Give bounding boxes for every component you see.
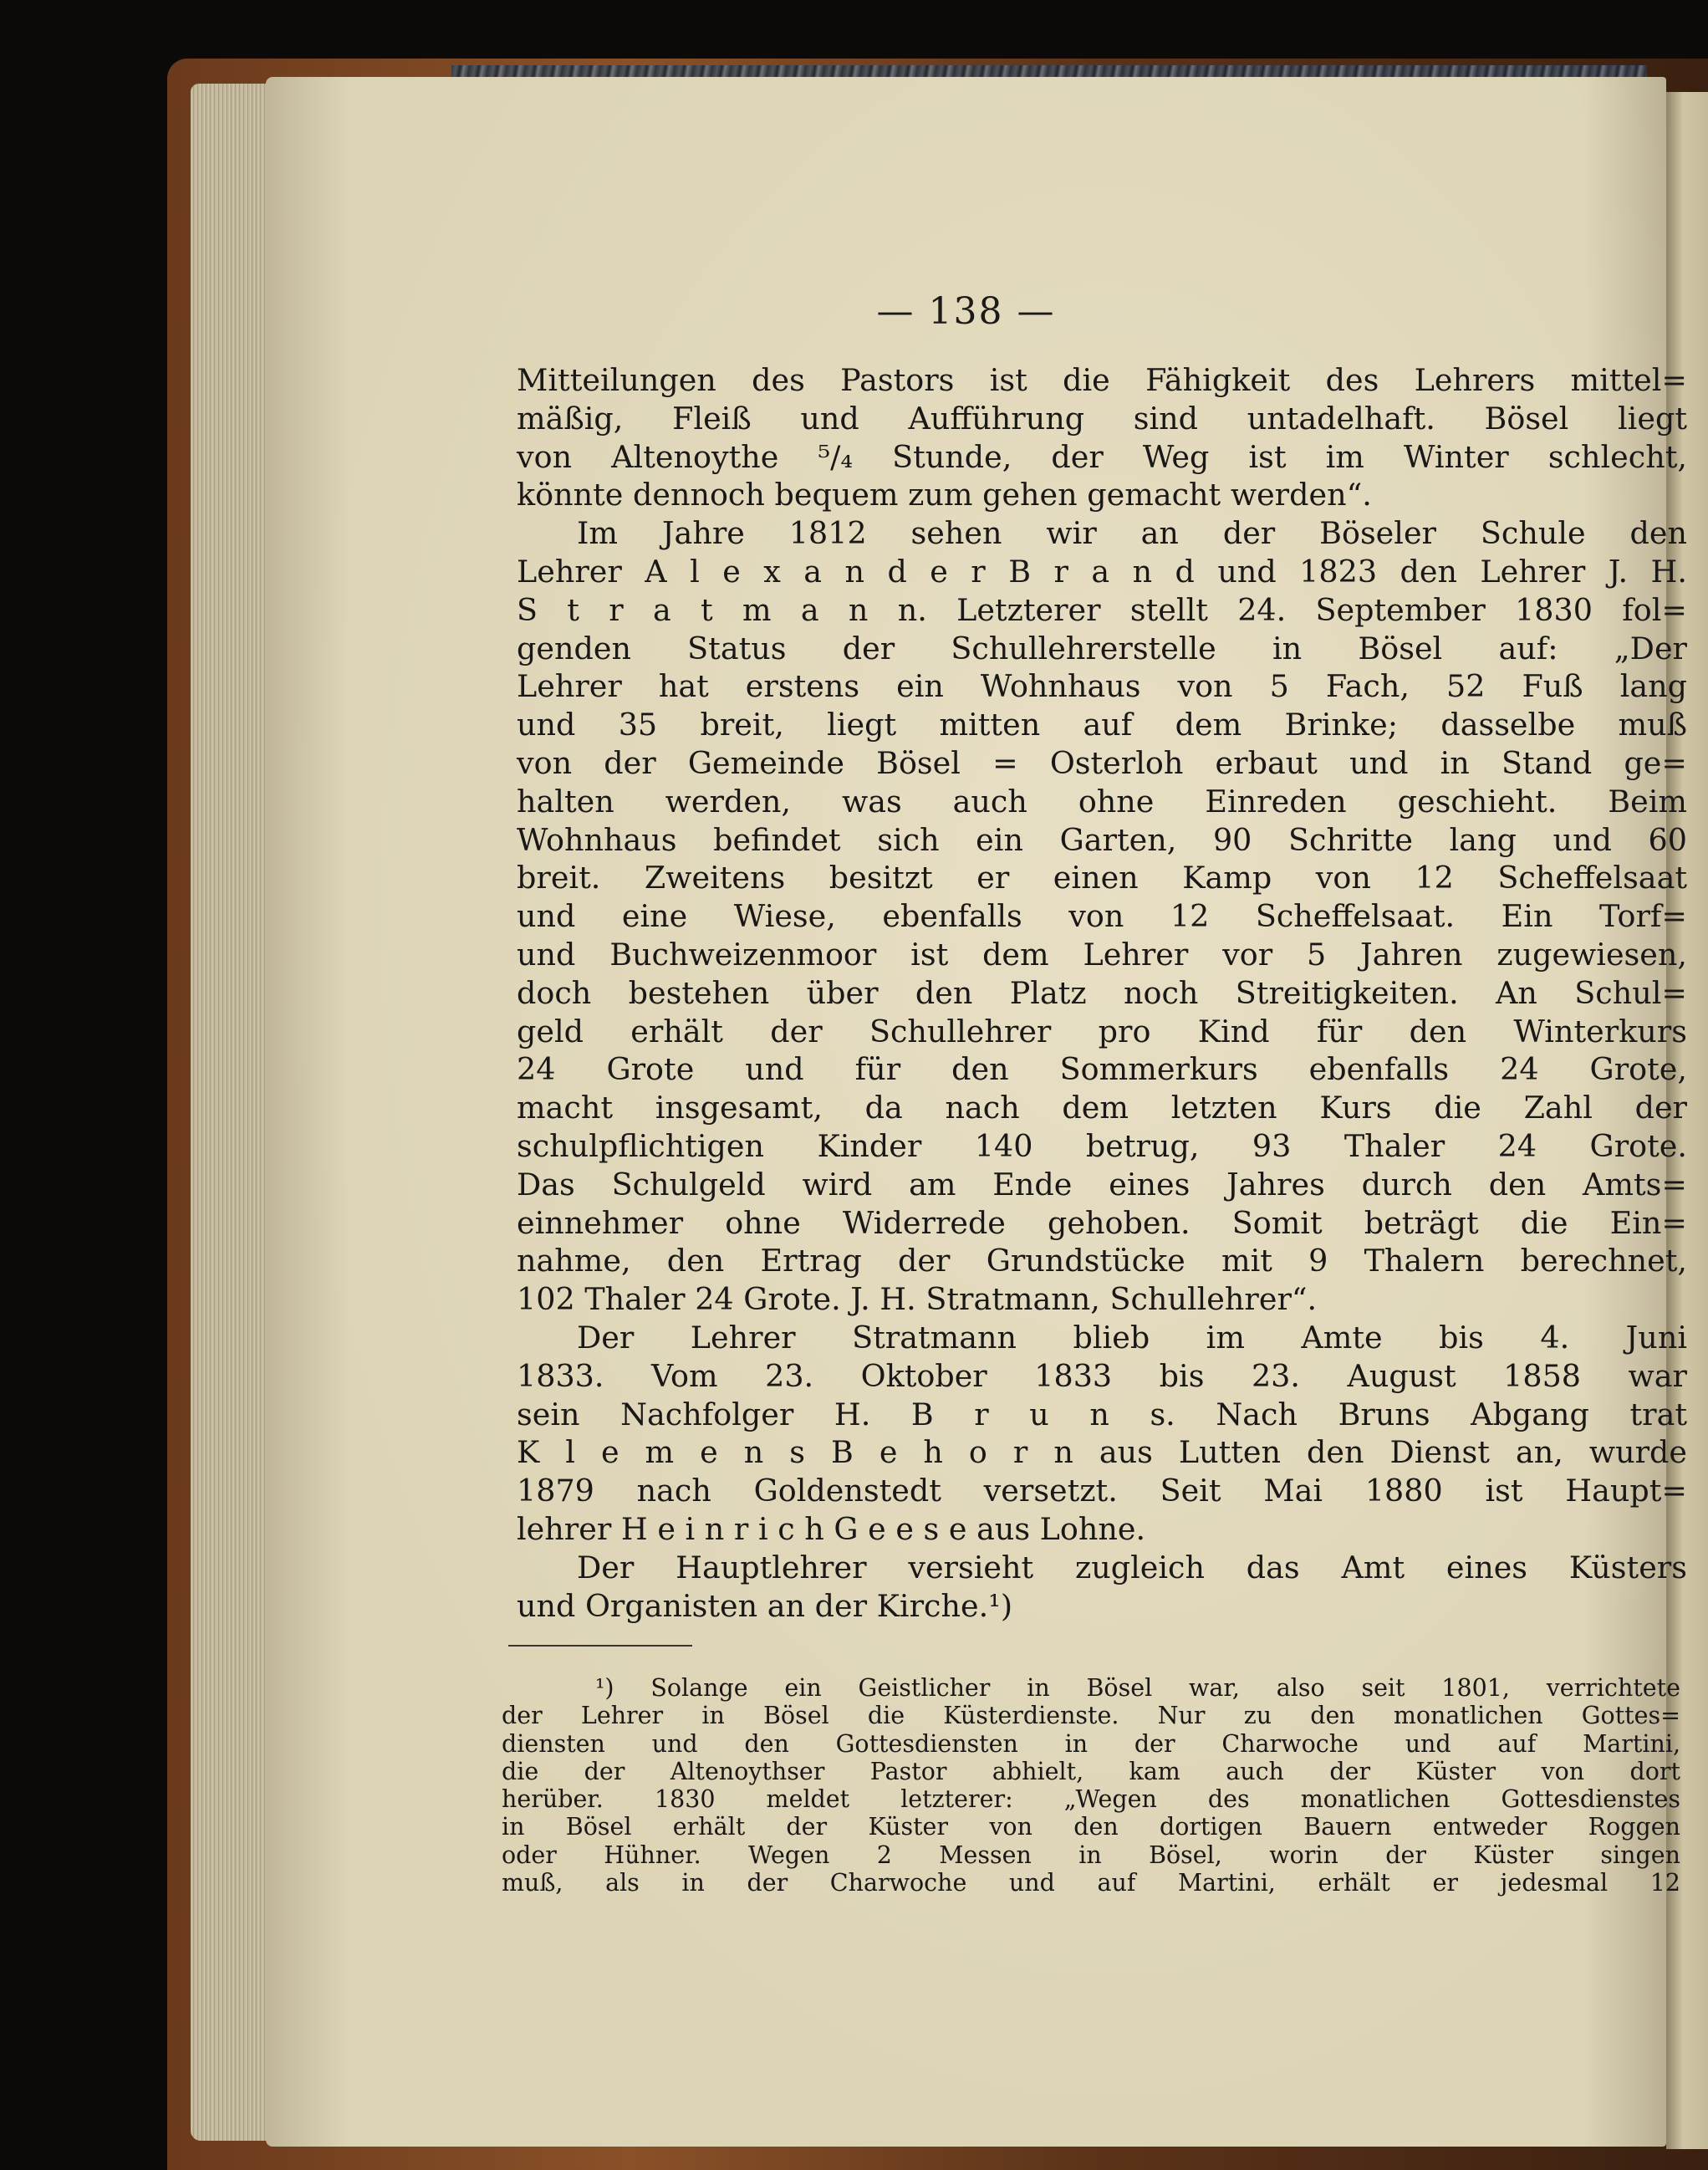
- body-line: und Buchweizenmoor ist dem Lehrer vor 5 Jahren zugewiesen,: [517, 936, 1687, 973]
- footnote-line: die der Altenoythser Pastor abhielt, kam auch der Küster von dort: [502, 1757, 1680, 1785]
- body-line: Der Hauptlehrer versieht zugleich das Amt eines Küsters: [577, 1549, 1687, 1585]
- page-number: — 138 —: [876, 290, 1056, 333]
- footnote-separator: [508, 1645, 692, 1647]
- body-line: von der Gemeinde Bösel = Osterloh erbaut und in Stand ge=: [517, 744, 1687, 781]
- body-line: halten werden, was auch ohne Einreden geschieht. Beim: [517, 783, 1687, 819]
- body-line: schulpflichtigen Kinder 140 betrug, 93 Thaler 24 Grote.: [517, 1127, 1687, 1164]
- body-text: [517, 361, 1687, 1625]
- body-line: geld erhält der Schullehrer pro Kind für den Winterkurs: [517, 1013, 1687, 1049]
- footnote-line: ¹) Solange ein Geistlicher in Bösel war, also seit 1801, verrichtete: [595, 1674, 1680, 1702]
- body-line: könnte dennoch bequem zum gehen gemacht werden“.: [517, 477, 1372, 513]
- body-line: genden Status der Schullehrerstelle in Bösel auf: „Der: [517, 630, 1687, 666]
- body-line: Wohnhaus befindet sich ein Garten, 90 Schritte lang und 60: [517, 821, 1687, 858]
- footnote-line: oder Hühner. Wegen 2 Messen in Bösel, worin der Küster singen: [502, 1841, 1680, 1869]
- footnote-line: in Bösel erhält der Küster von den dortigen Bauern entweder Roggen: [502, 1813, 1680, 1841]
- body-line: Lehrer A l e x a n d e r B r a n d und 1823 den Lehrer J. H.: [517, 553, 1687, 590]
- body-line: nahme, den Ertrag der Grundstücke mit 9 Thalern berechnet,: [517, 1243, 1687, 1279]
- body-line: einnehmer ohne Widerrede gehoben. Somit beträgt die Ein=: [517, 1204, 1687, 1241]
- body-line: 102 Thaler 24 Grote. J. H. Stratmann, Schullehrer“.: [517, 1281, 1318, 1318]
- body-line: Das Schulgeld wird am Ende eines Jahres durch den Amts=: [517, 1166, 1687, 1202]
- body-line: Der Lehrer Stratmann blieb im Amte bis 4. Juni: [577, 1319, 1687, 1356]
- body-line: mäßig, Fleiß und Aufführung sind untadelhaft. Bösel liegt: [517, 400, 1687, 437]
- footnote-line: muß, als in der Charwoche und auf Martini, erhält er jedesmal 12: [502, 1869, 1680, 1897]
- body-line: doch bestehen über den Platz noch Streitigkeiten. An Schul=: [517, 974, 1687, 1011]
- footnote-line: diensten und den Gottesdiensten in der Charwoche und auf Martini,: [502, 1729, 1680, 1758]
- body-line: und 35 breit, liegt mitten auf dem Brinke; dasselbe muß: [517, 707, 1687, 743]
- footnotes: [502, 1674, 1680, 1897]
- body-line: Im Jahre 1812 sehen wir an der Böseler Schule den: [577, 515, 1687, 552]
- body-line: und eine Wiese, ebenfalls von 12 Scheffelsaat. Ein Torf=: [517, 898, 1687, 935]
- body-line: lehrer H e i n r i c h G e e s e aus Lohne.: [517, 1510, 1146, 1547]
- body-line: und Organisten an der Kirche.¹): [517, 1587, 1013, 1624]
- footnote-line: herüber. 1830 meldet letzterer: „Wegen des monatlichen Gottesdienstes: [502, 1785, 1680, 1814]
- body-line: von Altenoythe ⁵/₄ Stunde, der Weg ist im Winter schlecht,: [517, 438, 1687, 475]
- footnote-line: der Lehrer in Bösel die Küsterdienste. Nur zu den monatlichen Gottes=: [502, 1702, 1680, 1730]
- body-line: S t r a t m a n n. Letzterer stellt 24. September 1830 fol=: [517, 591, 1687, 628]
- body-line: breit. Zweitens besitzt er einen Kamp von 12 Scheffelsaat: [517, 860, 1687, 896]
- body-line: 1833. Vom 23. Oktober 1833 bis 23. August 1858 war: [517, 1357, 1687, 1394]
- body-line: macht insgesamt, da nach dem letzten Kurs die Zahl der: [517, 1090, 1687, 1126]
- body-line: K l e m e n s B e h o r n aus Lutten den Dienst an, wurde: [517, 1434, 1687, 1471]
- body-line: 1879 nach Goldenstedt versetzt. Seit Mai 1880 ist Haupt=: [517, 1473, 1687, 1509]
- body-line: 24 Grote und für den Sommerkurs ebenfalls 24 Grote,: [517, 1051, 1687, 1088]
- body-line: Mitteilungen des Pastors ist die Fähigkeit des Lehrers mittel=: [517, 362, 1687, 398]
- body-line: sein Nachfolger H. B r u n s. Nach Bruns Abgang trat: [517, 1396, 1687, 1432]
- book-page: [266, 77, 1687, 2147]
- body-line: Lehrer hat erstens ein Wohnhaus von 5 Fach, 52 Fuß lang: [517, 668, 1687, 705]
